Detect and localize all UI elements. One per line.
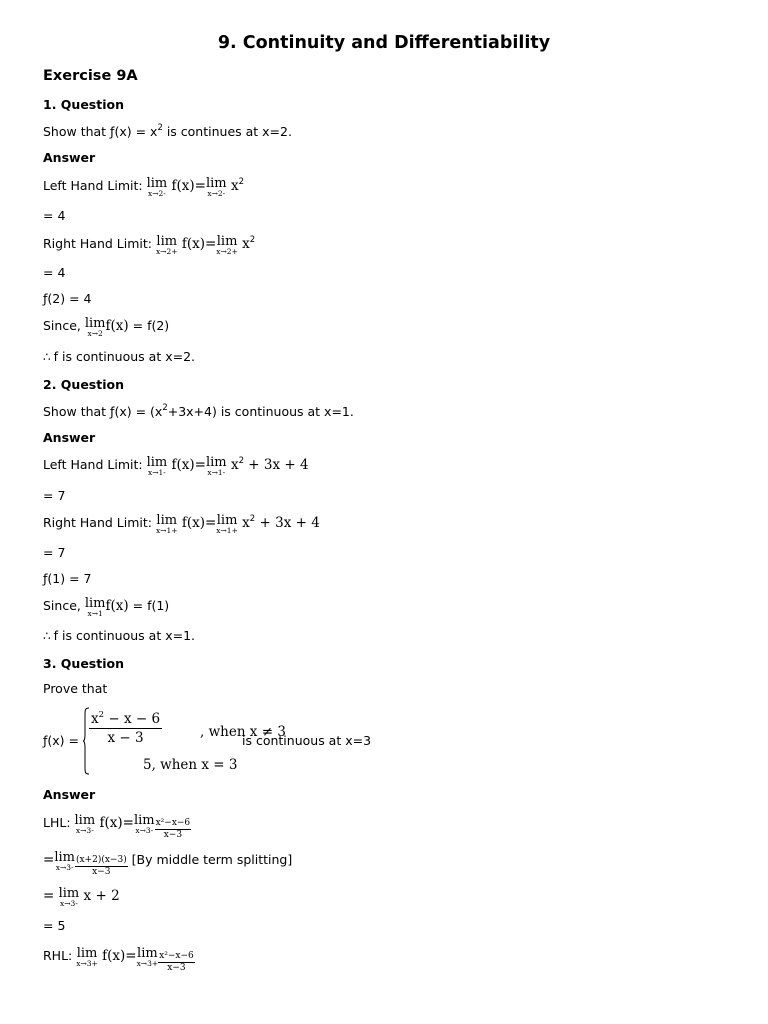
q1-conclusion: ∴ f is continuous at x=2. — [43, 349, 195, 364]
q2-rhl-result: = 7 — [43, 545, 66, 560]
q1-left-hand-limit: Left Hand Limit: lim x→2- f(x)= lim x→2- $x^2$ — [43, 176, 244, 198]
chapter-title: 9. Continuity and Differentiability — [217, 33, 551, 53]
limit-expression: lim x→2+ — [216, 234, 238, 256]
therefore-symbol: ∴ — [43, 629, 50, 643]
q3-step-factorised: = lim x→3- $\frac{(x+2)(x-3)}{x-3}$ [By middle term splitting] — [43, 850, 293, 877]
q2-statement: Show that ƒ(x) = $(x^2+3x+4)$ is continuous at x=1. — [43, 403, 354, 419]
limit-expression: lim x→2 — [84, 316, 106, 338]
limit-expression: lim x→2+ — [155, 234, 178, 256]
limit-expression: lim x→2- — [205, 176, 227, 198]
case1-condition: , when x ≠ 3 — [200, 724, 286, 740]
q2-right-hand-limit: Right Hand Limit: lim x→1+ f(x)= lim x→1+ $x^2 + 3x + 4$ — [43, 513, 320, 535]
case1-fraction: $x^2 - x - 6$ x − 3 — [91, 710, 161, 746]
case2-definition: 5, when x = 3 — [143, 757, 238, 773]
q2-function-value: ƒ(1) = 7 — [43, 571, 92, 586]
limit-expression: lim x→2- — [146, 176, 168, 198]
q2-since-line: Since, lim x→1 f(x) = f(1) — [43, 596, 170, 618]
q2-left-hand-limit: Left Hand Limit: lim x→1- f(x)= lim x→1- $x^2 + 3x + 4$ — [43, 455, 309, 477]
fraction: $\frac{(x+2)(x-3)}{x-3}$ — [75, 855, 127, 877]
limit-expression: lim x→1+ — [155, 513, 178, 535]
q3-rhl-line: RHL: lim x→3+ f(x)= lim x→3+ $\frac{\text{x²−x−6}}{x-3}$ — [43, 946, 194, 973]
q2-answer-label: Answer — [43, 430, 96, 445]
q1-statement: Show that ƒ(x) = $x^2$ is continues at x=2. — [43, 123, 292, 139]
q3-lhl-line: LHL: lim x→3- f(x)= lim x→3- $\frac{\text{x²−x−6}}{x-3}$ — [43, 813, 191, 840]
limit-expression: lim x→1 — [84, 596, 106, 618]
q1-rhl-result: = 4 — [43, 265, 66, 280]
q2-conclusion: ∴ f is continuous at x=1. — [43, 628, 195, 643]
limit-expression: lim x→3+ — [76, 946, 98, 968]
q1-since-line: Since, lim x→2 f(x) = f(2) — [43, 316, 170, 338]
q2-heading: 2. Question — [43, 377, 124, 392]
limit-expression: lim x→3- — [54, 850, 75, 872]
q1-lhl-result: = 4 — [43, 208, 66, 223]
limit-expression: lim x→1- — [205, 455, 227, 477]
q3-lhl-result: = 5 — [43, 918, 66, 933]
limit-expression: lim x→3- — [74, 813, 96, 835]
q3-answer-label: Answer — [43, 787, 96, 802]
fraction: $\frac{\text{x²−x−6}}{x-3}$ — [155, 818, 191, 840]
fraction: $\frac{\text{x²−x−6}}{x-3}$ — [159, 951, 194, 973]
q1-answer-label: Answer — [43, 150, 96, 165]
q2-lhl-result: = 7 — [43, 488, 66, 503]
therefore-symbol: ∴ — [43, 350, 50, 364]
q1-heading: 1. Question — [43, 97, 124, 112]
q3-prove-label: Prove that — [43, 681, 108, 696]
q3-statement-suffix: is continuous at x=3 — [242, 733, 372, 748]
exercise-heading: Exercise 9A — [43, 68, 138, 84]
q3-heading: 3. Question — [43, 656, 124, 671]
q3-piecewise-definition: ƒ(x) = $x^2 - x - 6$ x − 3 , when x ≠ 3 5, when x = 3 is continuous at x=3 — [43, 707, 443, 779]
q1-right-hand-limit: Right Hand Limit: lim x→2+ f(x)= lim x→2+ $x^2$ — [43, 234, 256, 256]
limit-expression: lim x→3- — [133, 813, 155, 835]
limit-expression: lim x→1- — [146, 455, 168, 477]
limit-expression: lim x→3- — [58, 886, 80, 908]
q3-step-simplified: = lim x→3- x + 2 — [43, 886, 120, 908]
limit-expression: lim x→1+ — [216, 513, 238, 535]
limit-expression: lim x→3+ — [136, 946, 159, 968]
q1-function-value: ƒ(2) = 4 — [43, 291, 92, 306]
